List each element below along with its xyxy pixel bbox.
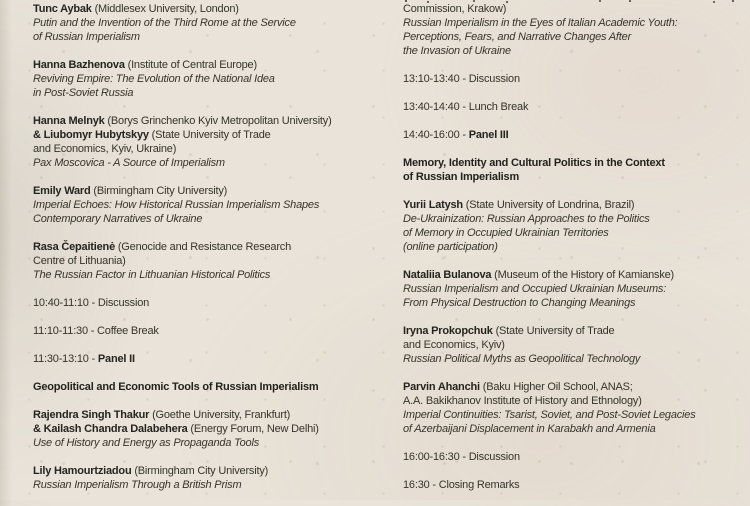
talk-title: Contemporary Narratives of Ukraine bbox=[33, 213, 203, 225]
talk-title: Perceptions, Fears, and Narrative Changes After bbox=[403, 31, 632, 43]
schedule-entry bbox=[403, 478, 696, 492]
affiliation-text: (Institute of Central Europe) bbox=[124, 59, 257, 71]
text-line bbox=[403, 450, 696, 464]
speaker-entry bbox=[33, 184, 332, 226]
speaker-name: Hanna Melnyk bbox=[33, 115, 105, 127]
schedule-entry bbox=[403, 100, 696, 114]
time-text: 11:30-13:10 - bbox=[33, 353, 98, 365]
talk-title: of Memory in Occupied Ukrainian Territories bbox=[403, 227, 609, 239]
text-line bbox=[403, 44, 696, 58]
text-line bbox=[403, 380, 696, 394]
speaker-entry bbox=[33, 2, 332, 44]
text-line bbox=[403, 156, 696, 170]
talk-title: From Physical Destruction to Changing Meanings bbox=[403, 297, 636, 309]
time-text: 11:10-11:30 - Coffee Break bbox=[33, 325, 159, 337]
text-line bbox=[403, 30, 696, 44]
text-line bbox=[403, 478, 696, 492]
text-line bbox=[403, 100, 696, 114]
time-text: 14:40-16:00 - bbox=[403, 129, 469, 141]
text-line bbox=[403, 296, 696, 310]
talk-title: Reviving Empire: The Evolution of the National Idea bbox=[33, 73, 275, 85]
text-line bbox=[33, 240, 332, 254]
speaker-name: Hanna Bazhenova bbox=[33, 59, 125, 71]
talk-title: Imperial Continuities: Tsarist, Soviet, and Post-Soviet Legacies bbox=[403, 409, 696, 421]
speaker-entry bbox=[33, 58, 332, 100]
affiliation-text: (Middlesex University, London) bbox=[91, 3, 239, 15]
text-line bbox=[33, 212, 332, 226]
program-column-left bbox=[33, 2, 332, 506]
text-line bbox=[33, 268, 332, 282]
text-line bbox=[403, 338, 696, 352]
talk-title: Russian Political Myths as Geopolitical Technology bbox=[403, 353, 641, 365]
text-line bbox=[33, 58, 332, 72]
text-line bbox=[403, 324, 696, 338]
time-text: 16:00-16:30 - Discussion bbox=[403, 451, 520, 463]
text-line bbox=[33, 128, 332, 142]
speaker-name: Iryna Prokopchuk bbox=[403, 325, 493, 337]
talk-title: of Azerbaijani Displacement in Karabakh and Armenia bbox=[403, 423, 656, 435]
text-line bbox=[33, 478, 332, 492]
text-line bbox=[33, 324, 332, 338]
text-line bbox=[33, 86, 332, 100]
talk-title: De-Ukrainization: Russian Approaches to the Politics bbox=[403, 213, 650, 225]
text-line bbox=[33, 142, 332, 156]
text-line bbox=[403, 422, 696, 436]
affiliation-text: (Birmingham City University) bbox=[131, 465, 269, 477]
text-line bbox=[403, 240, 696, 254]
text-line bbox=[403, 198, 696, 212]
affiliation-text: A.A. Bakikhanov Institute of History and Ethnology) bbox=[403, 395, 642, 407]
text-line bbox=[403, 212, 696, 226]
text-line bbox=[403, 128, 696, 142]
talk-title: in Post-Soviet Russia bbox=[33, 87, 134, 99]
session-heading bbox=[33, 380, 332, 394]
text-line bbox=[33, 16, 332, 30]
talk-title: the Invasion of Ukraine bbox=[403, 45, 511, 57]
panel-label: Panel III bbox=[468, 129, 509, 141]
talk-title: The Russian Factor in Lithuanian Historical Politics bbox=[33, 269, 271, 281]
text-line bbox=[33, 114, 332, 128]
text-line bbox=[403, 282, 696, 296]
speaker-entry bbox=[33, 114, 332, 170]
affiliation-text: (Genocide and Resistance Research bbox=[114, 241, 292, 253]
speaker-name: Lily Hamourtziadou bbox=[33, 465, 132, 477]
talk-title: Putin and the Invention of the Third Rome at the Service bbox=[33, 17, 296, 29]
talk-title: Russian Imperialism Through a British Prism bbox=[33, 479, 242, 491]
text-line bbox=[33, 198, 332, 212]
affiliation-text: Commission, Krakow) bbox=[403, 3, 507, 15]
text-line bbox=[403, 226, 696, 240]
schedule-entry bbox=[33, 352, 332, 366]
affiliation-text: (Birmingham City University) bbox=[90, 185, 228, 197]
speaker-name: Nataliia Bulanova bbox=[403, 269, 492, 281]
time-text: 10:40-11:10 - Discussion bbox=[33, 297, 150, 309]
speaker-entry bbox=[403, 198, 696, 254]
talk-title: Russian Imperialism in the Eyes of Italian Academic Youth: bbox=[403, 17, 678, 29]
text-line bbox=[33, 380, 332, 394]
speaker-entry bbox=[403, 268, 696, 310]
affiliation-text: (Goethe University, Frankfurt) bbox=[149, 409, 291, 421]
schedule-entry bbox=[403, 128, 696, 142]
speaker-name: Emily Ward bbox=[33, 185, 91, 197]
time-text: 13:40-14:40 - Lunch Break bbox=[403, 101, 529, 113]
speaker-name: Rasa Čepaitienė bbox=[33, 241, 115, 253]
text-line bbox=[403, 16, 696, 30]
affiliation-text: Centre of Lithuania) bbox=[33, 255, 126, 267]
speaker-entry bbox=[33, 408, 332, 450]
session-heading bbox=[403, 156, 696, 184]
text-line bbox=[33, 72, 332, 86]
text-line bbox=[403, 394, 696, 408]
text-line bbox=[403, 352, 696, 366]
session-title: Memory, Identity and Cultural Politics in the Context bbox=[403, 157, 665, 169]
panel-label: Panel II bbox=[97, 353, 135, 365]
text-line bbox=[33, 436, 332, 450]
text-line bbox=[403, 268, 696, 282]
session-title: Geopolitical and Economic Tools of Russian Imperialism bbox=[33, 381, 319, 393]
schedule-entry bbox=[33, 324, 332, 338]
text-line bbox=[33, 464, 332, 478]
affiliation-text: (State University of Londrina, Brazil) bbox=[462, 199, 635, 211]
talk-title: Russian Imperialism and Occupied Ukrainian Museums: bbox=[403, 283, 667, 295]
affiliation-text: and Economics, Kyiv, Ukraine) bbox=[33, 143, 177, 155]
text-line bbox=[403, 2, 696, 16]
affiliation-text: (Borys Grinchenko Kyiv Metropolitan University) bbox=[104, 115, 332, 127]
session-title: of Russian Imperialism bbox=[403, 171, 520, 183]
schedule-entry bbox=[33, 296, 332, 310]
schedule-entry bbox=[403, 72, 696, 86]
text-line bbox=[33, 254, 332, 268]
affiliation-text: (State University of Trade bbox=[148, 129, 271, 141]
talk-title: Pax Moscovica - A Source of Imperialism bbox=[33, 157, 225, 169]
program-column-right bbox=[403, 2, 696, 506]
speaker-name: & Kailash Chandra Dalabehera bbox=[33, 423, 188, 435]
talk-title: of Russian Imperialism bbox=[33, 31, 140, 43]
text-line bbox=[33, 422, 332, 436]
text-line bbox=[33, 296, 332, 310]
talk-title: Use of History and Energy as Propaganda Tools bbox=[33, 437, 260, 449]
schedule-entry bbox=[403, 450, 696, 464]
speaker-name: Rajendra Singh Thakur bbox=[33, 409, 150, 421]
text-line bbox=[33, 156, 332, 170]
time-text: 13:10-13:40 - Discussion bbox=[403, 73, 520, 85]
speaker-entry bbox=[403, 324, 696, 366]
talk-title: Imperial Echoes: How Historical Russian Imperialism Shapes bbox=[33, 199, 320, 211]
speaker-name: Yurii Latysh bbox=[403, 199, 463, 211]
affiliation-text: and Economics, Kyiv) bbox=[403, 339, 505, 351]
text-line bbox=[33, 352, 332, 366]
time-text: 16:30 - Closing Remarks bbox=[403, 479, 520, 491]
text-line bbox=[403, 408, 696, 422]
text-line bbox=[33, 30, 332, 44]
text-line bbox=[403, 170, 696, 184]
speaker-entry bbox=[33, 464, 332, 492]
text-line bbox=[33, 184, 332, 198]
affiliation-text: (Baku Higher Oil School, ANAS; bbox=[479, 381, 633, 393]
text-line bbox=[33, 2, 332, 16]
speaker-name: & Liubomyr Hubytskyy bbox=[33, 129, 149, 141]
affiliation-text: (State University of Trade bbox=[492, 325, 615, 337]
speaker-entry bbox=[403, 380, 696, 436]
affiliation-text: (Energy Forum, New Delhi) bbox=[187, 423, 319, 435]
text-line bbox=[403, 72, 696, 86]
affiliation-text: (Museum of the History of Kamianske) bbox=[491, 269, 675, 281]
talk-title: (online participation) bbox=[403, 241, 498, 253]
speaker-entry bbox=[403, 2, 696, 58]
text-line bbox=[33, 408, 332, 422]
speaker-entry bbox=[33, 240, 332, 282]
speaker-name: Parvin Ahanchi bbox=[403, 381, 480, 393]
speaker-name: Tunc Aybak bbox=[33, 3, 92, 15]
